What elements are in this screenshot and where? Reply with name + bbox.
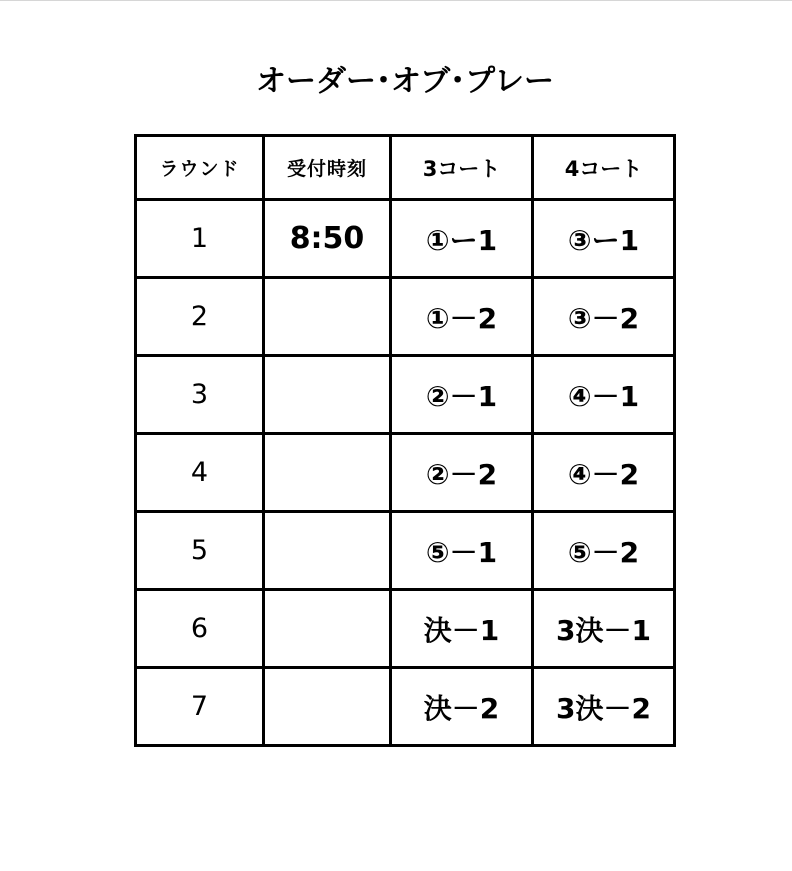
time-cell [264, 512, 391, 590]
round-cell: 4 [136, 434, 264, 512]
table-header-row [136, 136, 675, 200]
table-row [136, 200, 675, 278]
page-title: オーダー･オブ･プレー [256, 64, 554, 99]
time-cell [264, 434, 391, 512]
header-reception-time: 受付時刻 [264, 136, 391, 200]
court-4-cell: 3決－2 [533, 668, 675, 746]
header-court-4: 4コート [533, 136, 675, 200]
court-4-cell: ③－2 [533, 278, 675, 356]
time-cell [264, 356, 391, 434]
header-court-3: 3コート [391, 136, 533, 200]
court-3-cell: ②－2 [391, 434, 533, 512]
table-row [136, 356, 675, 434]
court-3-cell: 決－2 [391, 668, 533, 746]
round-cell: 5 [136, 512, 264, 590]
table-row [136, 434, 675, 512]
order-of-play-table [134, 134, 676, 747]
court-3-cell: ⑤－1 [391, 512, 533, 590]
time-cell [264, 590, 391, 668]
court-3-cell: ①ー1 [391, 200, 533, 278]
court-3-cell: ①－2 [391, 278, 533, 356]
table-row [136, 278, 675, 356]
time-cell [264, 278, 391, 356]
round-cell: 2 [136, 278, 264, 356]
court-4-cell: ③ー1 [533, 200, 675, 278]
court-4-cell: ④－2 [533, 434, 675, 512]
round-cell: 3 [136, 356, 264, 434]
table-row [136, 668, 675, 746]
table-row [136, 590, 675, 668]
court-3-cell: 決－1 [391, 590, 533, 668]
table-row [136, 512, 675, 590]
time-cell: 8:50 [264, 200, 391, 278]
court-4-cell: ④－1 [533, 356, 675, 434]
round-cell: 7 [136, 668, 264, 746]
court-3-cell: ②－1 [391, 356, 533, 434]
round-cell: 6 [136, 590, 264, 668]
court-4-cell: 3決－1 [533, 590, 675, 668]
time-cell [264, 668, 391, 746]
header-round: ラウンド [136, 136, 264, 200]
top-border-line [0, 0, 792, 1]
court-4-cell: ⑤－2 [533, 512, 675, 590]
round-cell: 1 [136, 200, 264, 278]
